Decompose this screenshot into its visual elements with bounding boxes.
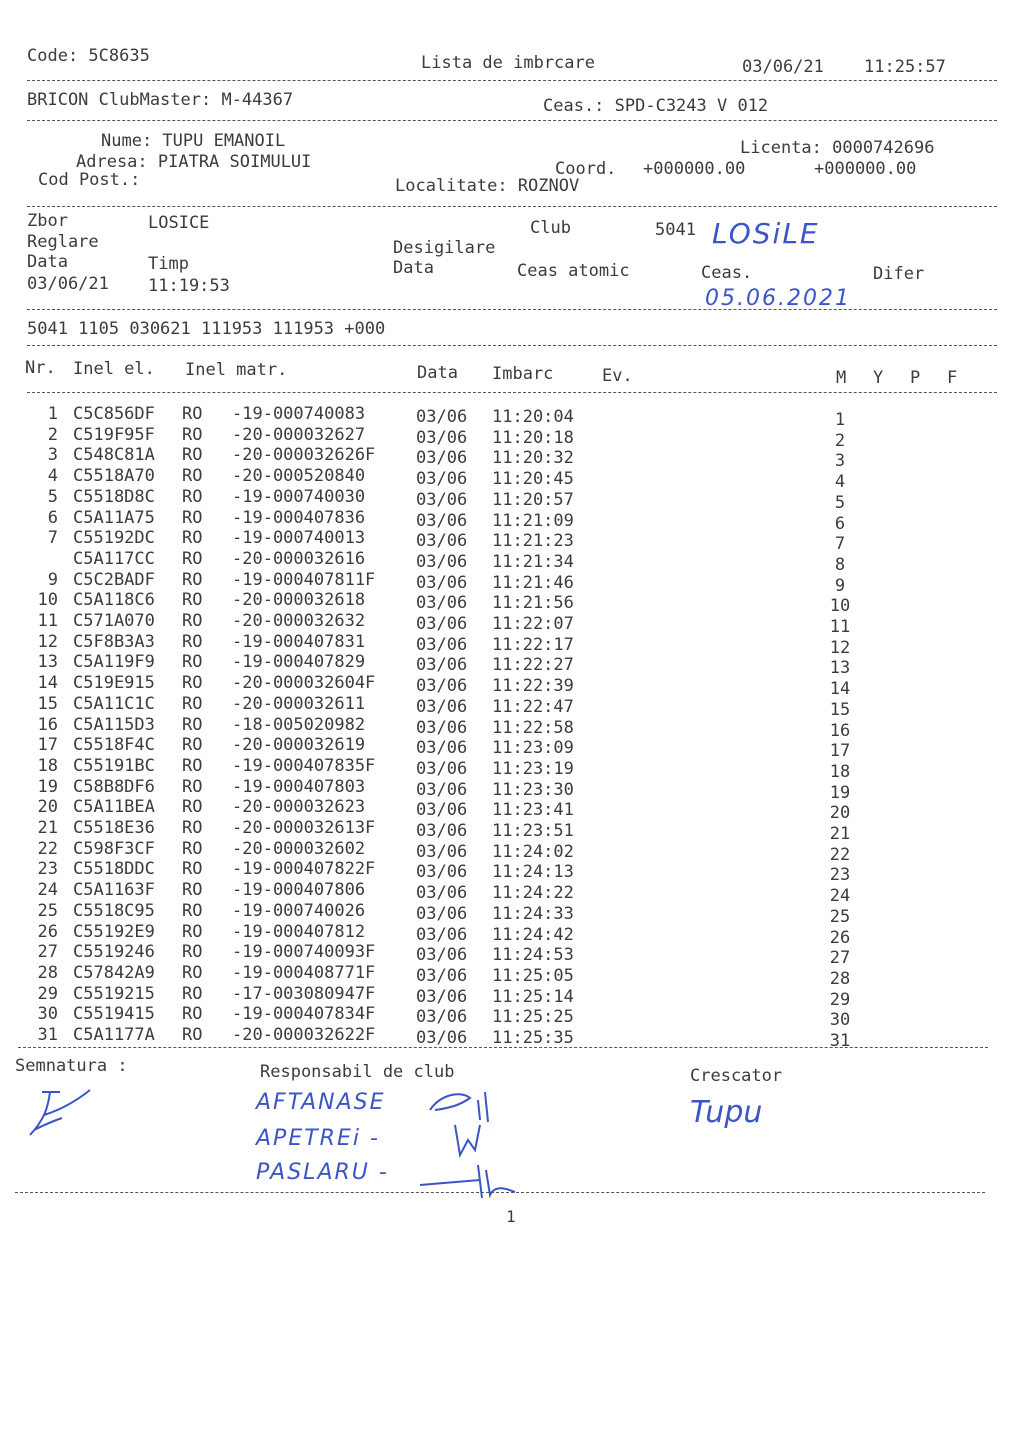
- basket-time: 11:23:51: [492, 821, 574, 841]
- electronic-ring: C5518A70: [73, 466, 155, 487]
- country-code: RO: [182, 838, 203, 859]
- divider: [27, 206, 997, 207]
- desigilare-label: Desigilare: [393, 238, 496, 258]
- registration-ring: -20-000032602: [232, 838, 366, 859]
- m-position: 4: [834, 472, 846, 493]
- country-code: RO: [182, 569, 203, 590]
- country-code: RO: [182, 548, 203, 569]
- registration-ring: -19-000407811F: [232, 569, 376, 590]
- registration-ring: -19-000740093F: [232, 942, 376, 963]
- basket-date: 03/06: [416, 883, 468, 904]
- country-code: RO: [182, 404, 203, 424]
- m-position: 28: [829, 968, 851, 989]
- basket-time: 11:21:09: [492, 510, 574, 531]
- registration-ring: -19-000407812: [232, 921, 366, 942]
- registration-ring: -20-000032623: [232, 797, 366, 818]
- basket-time: 11:24:42: [492, 924, 574, 945]
- country-code: RO: [182, 983, 203, 1004]
- signature-label: Semnatura :: [15, 1056, 128, 1076]
- difer-label: Difer: [873, 264, 925, 284]
- electronic-ring: C5518E36: [73, 818, 155, 838]
- row-number: 6: [47, 507, 58, 528]
- row-number: 25: [37, 900, 58, 921]
- code-label: Code: 5C8635: [27, 46, 150, 66]
- electronic-ring: C55191BC: [73, 755, 155, 776]
- owner-name: Nume: TUPU EMANOIL: [101, 131, 286, 151]
- m-position: 14: [829, 679, 851, 700]
- basket-time: 11:23:41: [492, 800, 574, 821]
- row-number: 22: [37, 838, 58, 859]
- electronic-ring: C5A11BEA: [73, 797, 155, 818]
- row-number: 18: [37, 755, 58, 776]
- basket-date: 03/06: [416, 510, 468, 531]
- electronic-ring: C5519246: [73, 942, 155, 963]
- basket-date: 03/06: [416, 821, 468, 841]
- divider: [18, 1047, 988, 1048]
- col-ev: Ev.: [602, 366, 633, 386]
- row-number: 24: [37, 880, 58, 901]
- country-code: RO: [182, 1025, 203, 1045]
- basket-time: 11:25:35: [492, 1028, 574, 1048]
- country-code: RO: [182, 755, 203, 776]
- basket-time: 11:24:22: [492, 883, 574, 904]
- country-code: RO: [182, 818, 203, 838]
- reglare-time: 11:19:53: [148, 276, 230, 296]
- m-position: 7: [834, 534, 846, 555]
- responsible-name-1: AFTANASE: [256, 1090, 386, 1115]
- basket-time: 11:20:04: [492, 407, 574, 427]
- basket-date: 03/06: [416, 945, 468, 966]
- basket-time: 11:20:45: [492, 469, 574, 490]
- divider: [27, 80, 997, 81]
- m-position: 11: [829, 617, 851, 637]
- m-position: 30: [829, 1010, 851, 1031]
- row-number: 21: [37, 818, 58, 838]
- electronic-ring: C519F95F: [73, 424, 155, 445]
- row-number: 27: [37, 942, 58, 963]
- basket-time: 11:22:47: [492, 696, 574, 717]
- country-code: RO: [182, 590, 203, 611]
- club-responsible-label: Responsabil de club: [260, 1062, 455, 1082]
- electronic-ring: C5A115D3: [73, 714, 155, 735]
- electronic-ring: C55192E9: [73, 921, 155, 942]
- registration-ring: -20-000032619: [232, 735, 366, 756]
- m-position: 1: [834, 410, 846, 430]
- basket-time: 11:24:53: [492, 945, 574, 966]
- registration-ring: -19-000740026: [232, 900, 366, 921]
- registration-ring: -20-000032622F: [232, 1025, 376, 1045]
- basket-date: 03/06: [416, 655, 468, 676]
- basket-time: 11:20:18: [492, 427, 574, 448]
- flight-code-line: 5041 1105 030621 111953 111953 +000: [27, 319, 386, 339]
- electronic-ring: C57842A9: [73, 962, 155, 983]
- basket-date: 03/06: [416, 758, 468, 779]
- registration-ring: -17-003080947F: [232, 983, 376, 1004]
- basket-time: 11:21:34: [492, 551, 574, 572]
- basket-date: 03/06: [416, 614, 468, 634]
- country-code: RO: [182, 673, 203, 694]
- basket-date: 03/06: [416, 924, 468, 945]
- m-position: 19: [829, 782, 851, 803]
- document-title: Lista de imbrcare: [421, 53, 595, 73]
- electronic-ring: C5A11A75: [73, 507, 155, 528]
- basket-time: 11:21:56: [492, 593, 574, 614]
- col-inel-matr: Inel matr.: [185, 360, 288, 380]
- electronic-ring: C5519415: [73, 1004, 155, 1025]
- ceas-atomic-label: Ceas atomic: [517, 261, 630, 281]
- basket-time: 11:22:07: [492, 614, 574, 634]
- registration-ring: -20-000032618: [232, 590, 366, 611]
- m-position: 29: [829, 989, 851, 1010]
- basket-date: 03/06: [416, 469, 468, 490]
- m-position: 13: [829, 658, 851, 679]
- basket-time: 11:23:09: [492, 738, 574, 759]
- club-label: Club: [530, 218, 571, 238]
- registration-ring: -19-000408771F: [232, 962, 376, 983]
- basket-date: 03/06: [416, 489, 468, 510]
- basket-date: 03/06: [416, 696, 468, 717]
- country-code: RO: [182, 486, 203, 507]
- basket-time: 11:24:02: [492, 841, 574, 862]
- basket-time: 11:24:33: [492, 903, 574, 924]
- m-position: 5: [834, 492, 846, 513]
- row-number: 7: [47, 528, 58, 549]
- row-number: 26: [37, 921, 58, 942]
- registration-ring: -20-000520840: [232, 466, 366, 487]
- basket-date: 03/06: [416, 965, 468, 986]
- locality: Localitate: ROZNOV: [395, 176, 580, 196]
- country-code: RO: [182, 466, 203, 487]
- m-position: 24: [829, 886, 851, 907]
- row-number: 14: [37, 673, 58, 694]
- electronic-ring: C5A117CC: [73, 548, 155, 569]
- row-number: 10: [37, 590, 58, 611]
- country-code: RO: [182, 528, 203, 549]
- basket-time: 11:22:17: [492, 634, 574, 655]
- m-position: 27: [829, 948, 851, 969]
- country-code: RO: [182, 942, 203, 963]
- country-code: RO: [182, 507, 203, 528]
- row-number: 3: [47, 445, 58, 466]
- m-position: 17: [829, 741, 851, 762]
- electronic-ring: C5A1163F: [73, 880, 155, 901]
- country-code: RO: [182, 962, 203, 983]
- electronic-ring: C548C81A: [73, 445, 155, 466]
- divider: [27, 120, 997, 121]
- basket-time: 11:20:57: [492, 489, 574, 510]
- row-number: 31: [37, 1025, 58, 1045]
- basket-time: 11:23:19: [492, 758, 574, 779]
- electronic-ring: C5518D8C: [73, 486, 155, 507]
- row-number: 28: [37, 962, 58, 983]
- electronic-ring: C5C2BADF: [73, 569, 155, 590]
- electronic-ring: C5519215: [73, 983, 155, 1004]
- country-code: RO: [182, 424, 203, 445]
- col-p: P: [910, 368, 921, 388]
- reglare-label: Reglare: [27, 232, 99, 252]
- country-code: RO: [182, 445, 203, 466]
- col-inel-el: Inel el.: [73, 359, 155, 379]
- col-nr: Nr.: [25, 358, 56, 378]
- registration-ring: -19-000407803: [232, 776, 366, 797]
- basket-date: 03/06: [416, 862, 468, 883]
- basket-date: 03/06: [416, 448, 468, 469]
- divider: [27, 392, 997, 393]
- m-position: 31: [829, 1031, 851, 1051]
- m-position: 25: [829, 906, 851, 927]
- basket-time: 11:21:23: [492, 531, 574, 552]
- electronic-ring: C571A070: [73, 611, 155, 631]
- electronic-ring: C519E915: [73, 673, 155, 694]
- license-number: Licenta: 0000742696: [740, 138, 935, 158]
- row-number: 29: [37, 983, 58, 1004]
- row-number: 11: [37, 611, 58, 631]
- coord-y: +000000.00: [814, 159, 917, 179]
- basket-date: 03/06: [416, 841, 468, 862]
- basket-date: 03/06: [416, 572, 468, 593]
- col-f: F: [947, 368, 958, 388]
- owner-address: Adresa: PIATRA SOIMULUI: [76, 152, 312, 172]
- print-date: 03/06/21: [742, 57, 824, 77]
- desigilare-handwritten-date: 05.06.2021: [705, 286, 851, 311]
- registration-ring: -19-000740013: [232, 528, 366, 549]
- country-code: RO: [182, 1004, 203, 1025]
- country-code: RO: [182, 735, 203, 756]
- basket-date: 03/06: [416, 551, 468, 572]
- row-number: 5: [47, 486, 58, 507]
- registration-ring: -20-000032632: [232, 611, 366, 631]
- electronic-ring: C5F8B3A3: [73, 631, 155, 652]
- electronic-ring: C5A118C6: [73, 590, 155, 611]
- col-m: M: [836, 368, 847, 388]
- row-number: 1: [47, 404, 58, 424]
- electronic-ring: C5518F4C: [73, 735, 155, 756]
- m-position: 21: [829, 824, 851, 844]
- col-imbarc: Imbarc: [492, 364, 554, 384]
- registration-ring: -20-000032626F: [232, 445, 376, 466]
- basket-time: 11:23:30: [492, 779, 574, 800]
- electronic-ring: C5A11C1C: [73, 693, 155, 714]
- country-code: RO: [182, 631, 203, 652]
- registration-ring: -20-000032611: [232, 693, 366, 714]
- basket-date: 03/06: [416, 427, 468, 448]
- registration-ring: -19-000407831: [232, 631, 366, 652]
- registration-ring: -18-005020982: [232, 714, 366, 735]
- registration-ring: -20-000032613F: [232, 818, 376, 838]
- row-number: 16: [37, 714, 58, 735]
- club-handwritten: LOSiLE: [712, 217, 820, 250]
- data2-label: Data: [393, 258, 434, 278]
- basket-time: 11:20:32: [492, 448, 574, 469]
- clock-label: Ceas.: SPD-C3243 V 012: [543, 96, 769, 116]
- registration-ring: -19-000740030: [232, 486, 366, 507]
- basket-date: 03/06: [416, 676, 468, 697]
- row-number: 4: [47, 466, 58, 487]
- country-code: RO: [182, 611, 203, 631]
- registration-ring: -19-000407835F: [232, 755, 376, 776]
- row-number: 20: [37, 797, 58, 818]
- system-label: BRICON ClubMaster: M-44367: [27, 90, 294, 110]
- registration-ring: -19-000407806: [232, 880, 366, 901]
- basket-date: 03/06: [416, 738, 468, 759]
- basket-date: 03/06: [416, 407, 468, 427]
- country-code: RO: [182, 900, 203, 921]
- country-code: RO: [182, 859, 203, 880]
- m-position: 23: [829, 865, 851, 886]
- basket-date: 03/06: [416, 779, 468, 800]
- m-position: 3: [834, 451, 846, 472]
- page-number: 1: [506, 1207, 516, 1226]
- breeder-label: Crescator: [690, 1066, 783, 1086]
- m-position: 6: [834, 513, 846, 534]
- club-value: 5041: [655, 220, 696, 240]
- electronic-ring: C5518DDC: [73, 859, 155, 880]
- registration-ring: -19-000407829: [232, 652, 366, 673]
- m-position: 12: [829, 637, 851, 658]
- responsible-signatures-icon: [420, 1080, 540, 1210]
- basket-date: 03/06: [416, 531, 468, 552]
- data-label: Data: [27, 252, 68, 272]
- registration-ring: -20-000032627: [232, 424, 366, 445]
- basket-date: 03/06: [416, 903, 468, 924]
- row-number: 2: [47, 424, 58, 445]
- electronic-ring: C5C856DF: [73, 404, 155, 424]
- responsible-name-3: PASLARU -: [256, 1160, 389, 1185]
- breeder-signature: Tupu: [690, 1095, 763, 1130]
- coord-x: +000000.00: [643, 159, 746, 179]
- m-position: 15: [829, 699, 851, 720]
- responsible-name-2: APETREi -: [256, 1126, 380, 1151]
- zbor-value: LOSICE: [148, 213, 210, 233]
- print-time: 11:25:57: [864, 57, 946, 77]
- row-number: 15: [37, 693, 58, 714]
- basket-date: 03/06: [416, 634, 468, 655]
- country-code: RO: [182, 693, 203, 714]
- coord-label: Coord.: [555, 159, 617, 179]
- country-code: RO: [182, 776, 203, 797]
- basket-time: 11:24:13: [492, 862, 574, 883]
- m-position: 26: [829, 927, 851, 948]
- divider: [27, 309, 997, 310]
- registration-ring: -19-000407822F: [232, 859, 376, 880]
- reglare-date: 03/06/21: [27, 274, 109, 294]
- basket-time: 11:21:46: [492, 572, 574, 593]
- row-number: 19: [37, 776, 58, 797]
- electronic-ring: C5A1177A: [73, 1025, 155, 1045]
- m-position: 18: [829, 761, 851, 782]
- m-position: 16: [829, 720, 851, 741]
- basket-time: 11:22:58: [492, 717, 574, 738]
- row-number: 17: [37, 735, 58, 756]
- country-code: RO: [182, 921, 203, 942]
- basket-date: 03/06: [416, 593, 468, 614]
- row-number: 13: [37, 652, 58, 673]
- m-position: 2: [834, 430, 846, 451]
- basket-time: 11:25:14: [492, 986, 574, 1007]
- country-code: RO: [182, 880, 203, 901]
- registration-ring: -20-000032604F: [232, 673, 376, 694]
- timp-label: Timp: [148, 254, 189, 274]
- basket-time: 11:25:05: [492, 965, 574, 986]
- electronic-ring: C5518C95: [73, 900, 155, 921]
- country-code: RO: [182, 652, 203, 673]
- col-data: Data: [417, 363, 458, 383]
- m-position: 22: [829, 844, 851, 865]
- row-number: 12: [37, 631, 58, 652]
- m-position: 9: [834, 575, 846, 596]
- electronic-ring: C58B8DF6: [73, 776, 155, 797]
- basket-date: 03/06: [416, 1007, 468, 1028]
- basket-time: 11:25:25: [492, 1007, 574, 1028]
- basket-time: 11:22:27: [492, 655, 574, 676]
- country-code: RO: [182, 797, 203, 818]
- row-number: 23: [37, 859, 58, 880]
- electronic-ring: C55192DC: [73, 528, 155, 549]
- electronic-ring: C598F3CF: [73, 838, 155, 859]
- postcode-label: Cod Post.:: [38, 170, 141, 190]
- divider: [27, 345, 997, 346]
- basket-date: 03/06: [416, 986, 468, 1007]
- registration-ring: -19-000407834F: [232, 1004, 376, 1025]
- m-position: 20: [829, 803, 851, 824]
- divider: [15, 1192, 985, 1193]
- registration-ring: -19-000407836: [232, 507, 366, 528]
- basket-date: 03/06: [416, 800, 468, 821]
- electronic-ring: C5A119F9: [73, 652, 155, 673]
- signature-scribble-icon: [20, 1080, 100, 1140]
- ceas-label: Ceas.: [701, 263, 753, 283]
- basket-time: 11:22:39: [492, 676, 574, 697]
- zbor-label: Zbor: [27, 211, 68, 231]
- col-y: Y: [873, 368, 884, 388]
- row-number: 30: [37, 1004, 58, 1025]
- m-position: 8: [834, 554, 846, 575]
- basket-date: 03/06: [416, 717, 468, 738]
- registration-ring: -20-000032616: [232, 548, 366, 569]
- basket-date: 03/06: [416, 1028, 468, 1048]
- country-code: RO: [182, 714, 203, 735]
- m-position: 10: [829, 596, 851, 617]
- row-number: 9: [47, 569, 58, 590]
- registration-ring: -19-000740083: [232, 404, 366, 424]
